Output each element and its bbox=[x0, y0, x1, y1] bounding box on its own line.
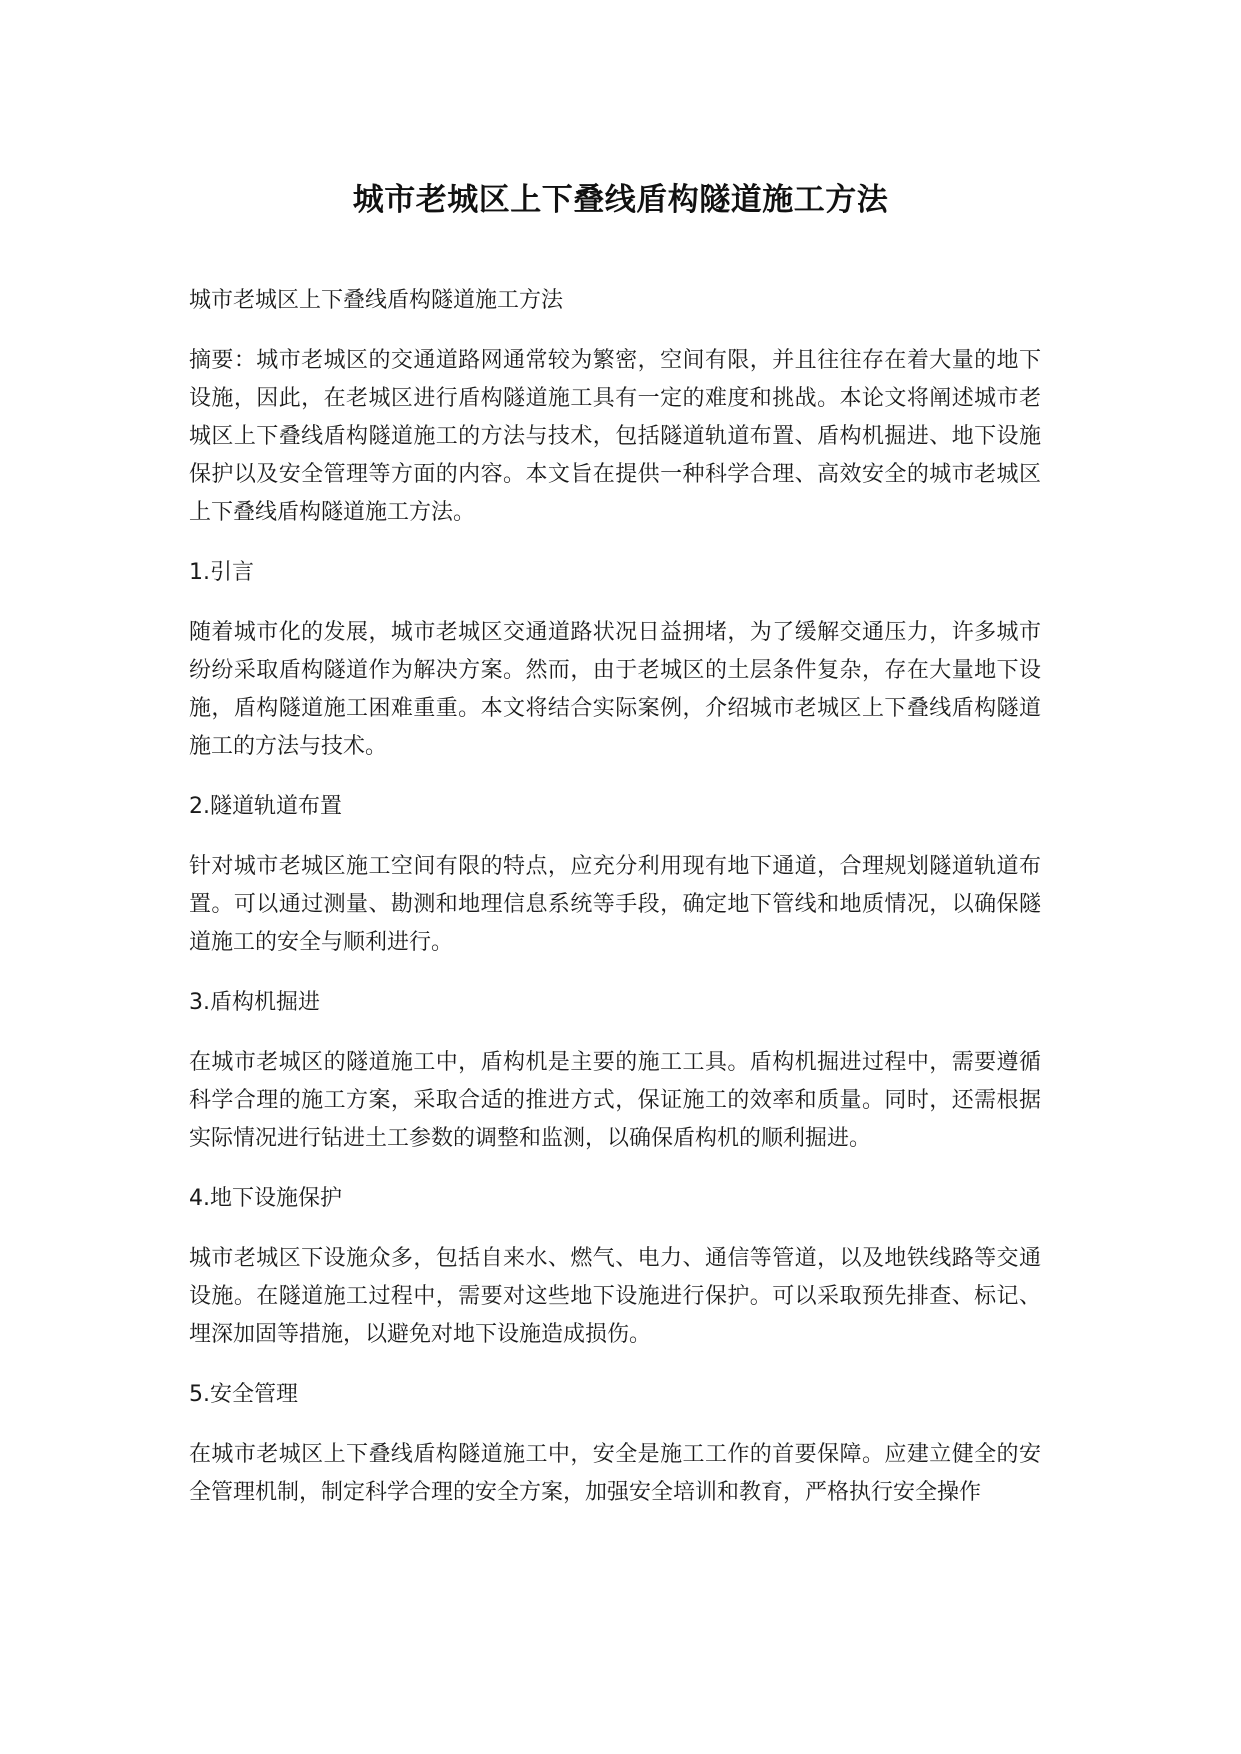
section-heading: 1.引言 bbox=[189, 560, 254, 585]
section-paragraph: 针对城市老城区施工空间有限的特点，应充分利用现有地下通道，合理规划隧道轨道布置。可以通过测量、勘测和地理信息系统等手段，确定地下管线和地质情况，以确保隧道施工的安全与顺利进行。 bbox=[189, 854, 1041, 955]
section-heading: 5.安全管理 bbox=[189, 1382, 298, 1407]
section-track-layout bbox=[189, 788, 1041, 962]
section-introduction bbox=[189, 554, 1041, 766]
document-body bbox=[189, 282, 1041, 1534]
section-safety-management bbox=[189, 1376, 1041, 1512]
section-heading: 2.隧道轨道布置 bbox=[189, 794, 342, 819]
section-paragraph: 在城市老城区上下叠线盾构隧道施工中，安全是施工工作的首要保障。应建立健全的安全管理机制，制定科学合理的安全方案，加强安全培训和教育，严格执行安全操作 bbox=[189, 1442, 1041, 1505]
section-paragraph: 城市老城区下设施众多，包括自来水、燃气、电力、通信等管道，以及地铁线路等交通设施。在隧道施工过程中，需要对这些地下设施进行保护。可以采取预先排查、标记、埋深加固等措施，以避免对地下设施造成损伤。 bbox=[189, 1246, 1041, 1347]
section-facility-protection bbox=[189, 1180, 1041, 1354]
document-title: 城市老城区上下叠线盾构隧道施工方法 bbox=[352, 182, 889, 218]
section-paragraph: 在城市老城区的隧道施工中，盾构机是主要的施工工具。盾构机掘进过程中，需要遵循科学合理的施工方案，采取合适的推进方式，保证施工的效率和质量。同时，还需根据实际情况进行钻进土工参数的调整和监测，以确保盾构机的顺利掘进。 bbox=[189, 1050, 1041, 1151]
section-heading: 4.地下设施保护 bbox=[189, 1186, 342, 1211]
section-shield-tunneling bbox=[189, 984, 1041, 1158]
section-paragraph: 随着城市化的发展，城市老城区交通道路状况日益拥堵，为了缓解交通压力，许多城市纷纷采取盾构隧道作为解决方案。然而，由于老城区的土层条件复杂，存在大量地下设施，盾构隧道施工困难重重。本文将结合实际案例，介绍城市老城区上下叠线盾构隧道施工的方法与技术。 bbox=[189, 620, 1041, 759]
section-heading: 3.盾构机掘进 bbox=[189, 990, 320, 1015]
abstract-paragraph: 摘要：城市老城区的交通道路网通常较为繁密，空间有限，并且往往存在着大量的地下设施，因此，在老城区进行盾构隧道施工具有一定的难度和挑战。本论文将阐述城市老城区上下叠线盾构隧道施工的方法与技术，包括隧道轨道布置、盾构机掘进、地下设施保护以及安全管理等方面的内容。本文旨在提供一种科学合理、高效安全的城市老城区上下叠线盾构隧道施工方法。 bbox=[189, 348, 1041, 525]
document-subtitle: 城市老城区上下叠线盾构隧道施工方法 bbox=[189, 288, 564, 313]
